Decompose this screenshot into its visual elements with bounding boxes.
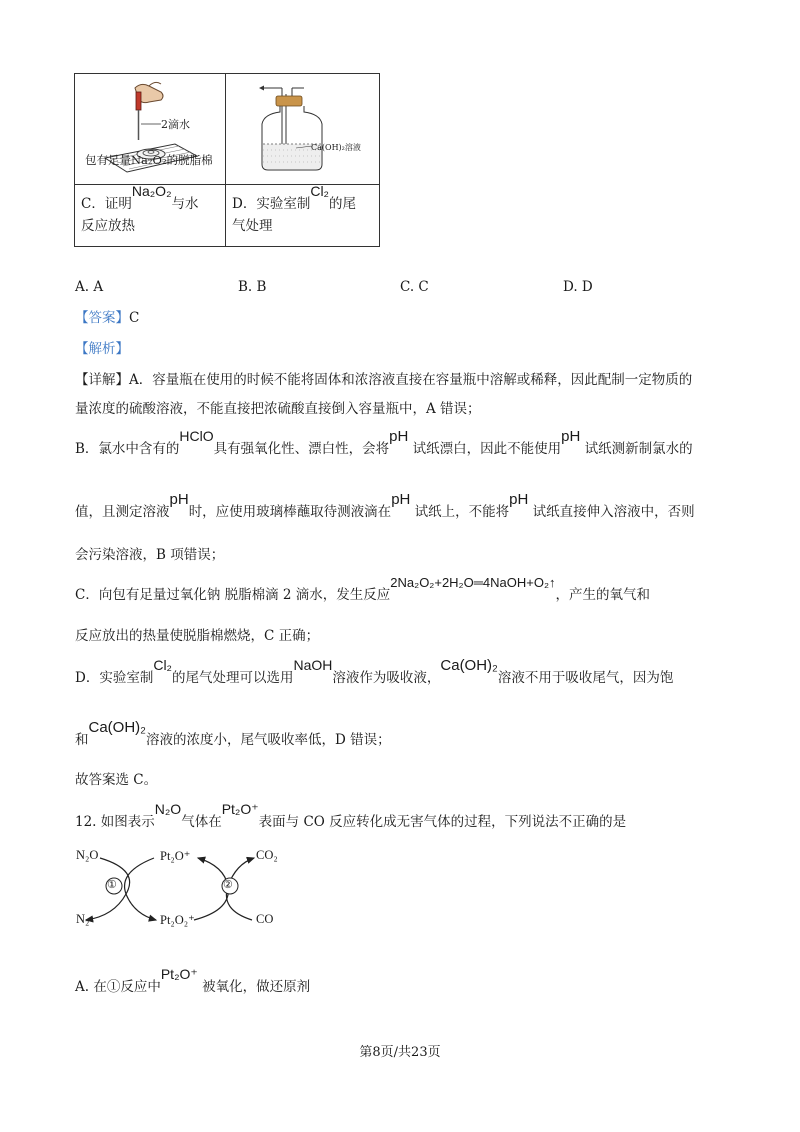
detail-d-line-2: 和Ca(OH)₂溶液的浓度小，尾气吸收率低，D 错误；: [75, 719, 391, 748]
diagram-pt2o-plus: Pt₂O⁺: [160, 849, 191, 863]
detail-d-line-1: D．实验室制Cl₂的尾气处理可以选用NaOH溶液作为吸收液，Ca(OH)₂溶液不用于吸收尾气，因为饱: [75, 657, 674, 686]
option-a[interactable]: A. A: [75, 279, 104, 295]
choice-a[interactable]: A. 在①反应中Pt₂O⁺ 被氧化，做还原剂: [75, 966, 311, 995]
diagram-step-2: ②: [223, 879, 233, 891]
diagram-pt2o2-plus: Pt₂O₂⁺: [160, 913, 195, 927]
diagram-co: CO: [256, 912, 274, 926]
diagram-co2: CO₂: [256, 848, 278, 862]
analysis-tag: 【解析】: [75, 341, 129, 357]
option-d[interactable]: D. D: [563, 279, 593, 295]
table-divider-horizontal: [75, 184, 379, 185]
figure-d-washing-bottle: [226, 74, 378, 184]
detail-c-line-1: C．向包有足量过氧化钠 脱脂棉滴 2 滴水，发生反应2Na₂O₂+2H₂O═4NaOH+O₂↑，产生的氧气和: [75, 575, 651, 603]
answer-options: [75, 279, 635, 299]
water-drop-label: 2滴水: [161, 118, 190, 131]
page-footer: 第8页/共23页: [359, 1045, 441, 1060]
solution-label: Ca(OH)₂溶液: [311, 143, 361, 152]
answer-line: 【答案】C: [75, 310, 140, 326]
option-c[interactable]: C. C: [400, 279, 429, 295]
detail-c-line-2: 反应放出的热量使脱脂棉燃烧，C 正确；: [75, 628, 320, 644]
detail-line-2: 量浓度的硫酸溶液，不能直接把浓硫酸直接倒入容量瓶中，A 错误；: [75, 401, 481, 417]
experiment-table: [74, 73, 380, 247]
detail-b-line-1: B．氯水中含有的HClO具有强氧化性、漂白性，会将pH 试纸漂白，因此不能使用pH 试纸测新制氯水的: [75, 428, 693, 457]
conclusion: 故答案选 C。: [75, 772, 158, 788]
cotton-caption: 包有足量Na₂O₂的脱脂棉: [85, 153, 213, 167]
cell-d-text: D．实验室制Cl₂的尾 气处理: [232, 183, 356, 234]
detail-b-line-2: 值，且测定溶液pH时，应使用玻璃棒蘸取待测液滴在pH 试纸上，不能将pH 试纸直接伸入溶液中，否则: [75, 491, 695, 520]
cell-c-text: C．证明Na₂O₂与水 反应放热: [81, 183, 199, 234]
diagram-n2o: N₂O: [76, 848, 99, 862]
option-b[interactable]: B. B: [238, 279, 267, 295]
question-12: 12. 如图表示N₂O气体在Pt₂O⁺表面与 CO 反应转化成无害气体的过程，下列说法不正确的是: [75, 801, 627, 830]
detail-b-line-3: 会污染溶液，B 项错误；: [75, 547, 225, 563]
diagram-step-1: ①: [107, 879, 117, 891]
diagram-n2: N₂: [76, 912, 90, 926]
detail-line-1: 【详解】A．容量瓶在使用的时候不能将固体和浓溶液直接在容量瓶中溶解或稀释，因此配制一定物质的: [75, 372, 693, 388]
